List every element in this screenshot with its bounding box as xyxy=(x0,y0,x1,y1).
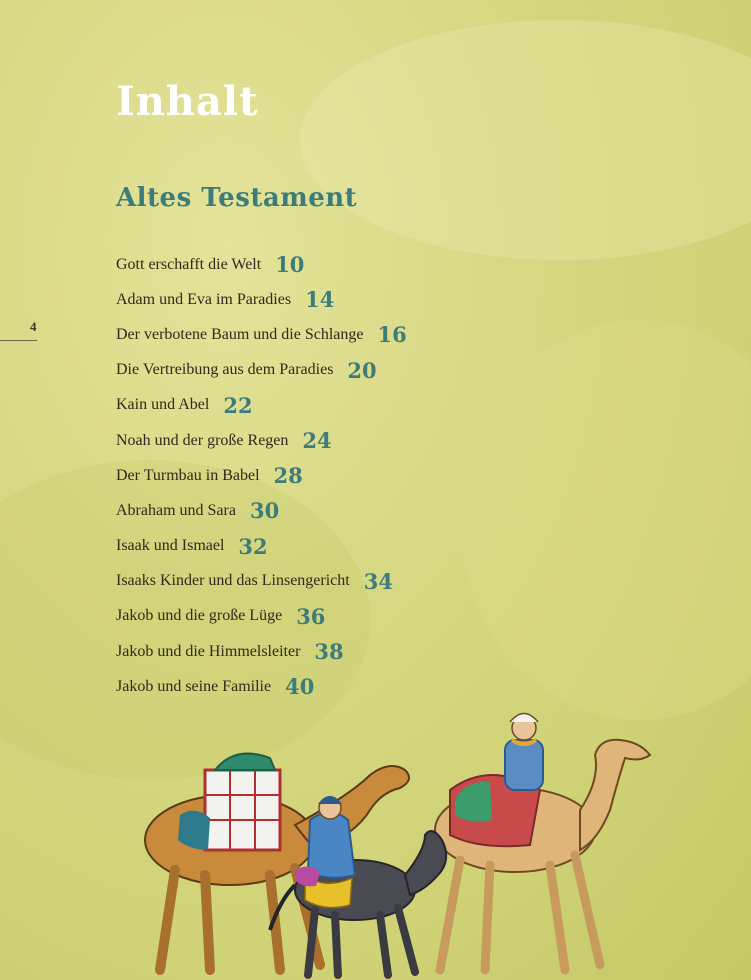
toc-item-page: 16 xyxy=(377,322,407,348)
toc-item-title: Der verbotene Baum und die Schlange xyxy=(116,325,364,343)
toc-item-title: Jakob und seine Familie xyxy=(116,677,272,695)
toc-item-title: Jakob und die Himmelsleiter xyxy=(116,642,301,660)
toc-item-title: Die Vertreibung aus dem Paradies xyxy=(116,361,334,379)
toc-item-page: 32 xyxy=(238,533,268,559)
toc-item-page: 20 xyxy=(347,357,377,383)
toc-item-page: 36 xyxy=(296,603,326,629)
toc-item-page: 24 xyxy=(302,428,332,454)
toc-item-page: 40 xyxy=(285,674,315,700)
toc-item-title: Kain und Abel xyxy=(116,396,210,414)
toc-item-page: 38 xyxy=(314,639,344,665)
toc-item-title: Gott erschafft die Welt xyxy=(116,255,262,273)
toc-item-title: Der Turmbau in Babel xyxy=(116,466,260,484)
toc-item-page: 30 xyxy=(249,498,280,524)
toc-item[interactable] xyxy=(116,458,676,493)
page-number: 4 xyxy=(30,319,37,334)
toc-item[interactable] xyxy=(116,529,676,564)
table-of-contents xyxy=(116,247,676,704)
caravan-illustration xyxy=(120,700,680,980)
toc-item[interactable] xyxy=(116,564,676,599)
page-title: Inhalt xyxy=(116,78,259,125)
toc-item[interactable] xyxy=(116,247,676,282)
margin-rule xyxy=(0,340,37,341)
toc-item[interactable] xyxy=(116,493,676,528)
toc-item-page: 28 xyxy=(273,463,303,489)
toc-item[interactable] xyxy=(116,317,676,352)
toc-item[interactable] xyxy=(116,353,676,388)
toc-item-title: Isaaks Kinder und das Linsengericht xyxy=(116,572,350,590)
toc-item-page: 14 xyxy=(305,287,335,313)
rider-right xyxy=(505,714,543,791)
toc-item[interactable] xyxy=(116,634,676,669)
toc-item[interactable] xyxy=(116,423,676,458)
toc-item-title: Abraham und Sara xyxy=(116,501,236,519)
toc-item-title: Isaak und Ismael xyxy=(116,537,225,555)
toc-item-title: Noah und der große Regen xyxy=(116,431,289,449)
toc-item-page: 22 xyxy=(223,392,253,418)
toc-item-page: 10 xyxy=(275,252,305,278)
toc-item[interactable] xyxy=(116,282,676,317)
section-heading: Altes Testament xyxy=(116,183,358,213)
toc-item[interactable] xyxy=(116,599,676,634)
toc-item-page: 34 xyxy=(363,568,393,594)
toc-item-title: Jakob und die große Lüge xyxy=(116,607,283,625)
toc-item-title: Adam und Eva im Paradies xyxy=(116,290,292,308)
toc-item[interactable] xyxy=(116,388,676,423)
